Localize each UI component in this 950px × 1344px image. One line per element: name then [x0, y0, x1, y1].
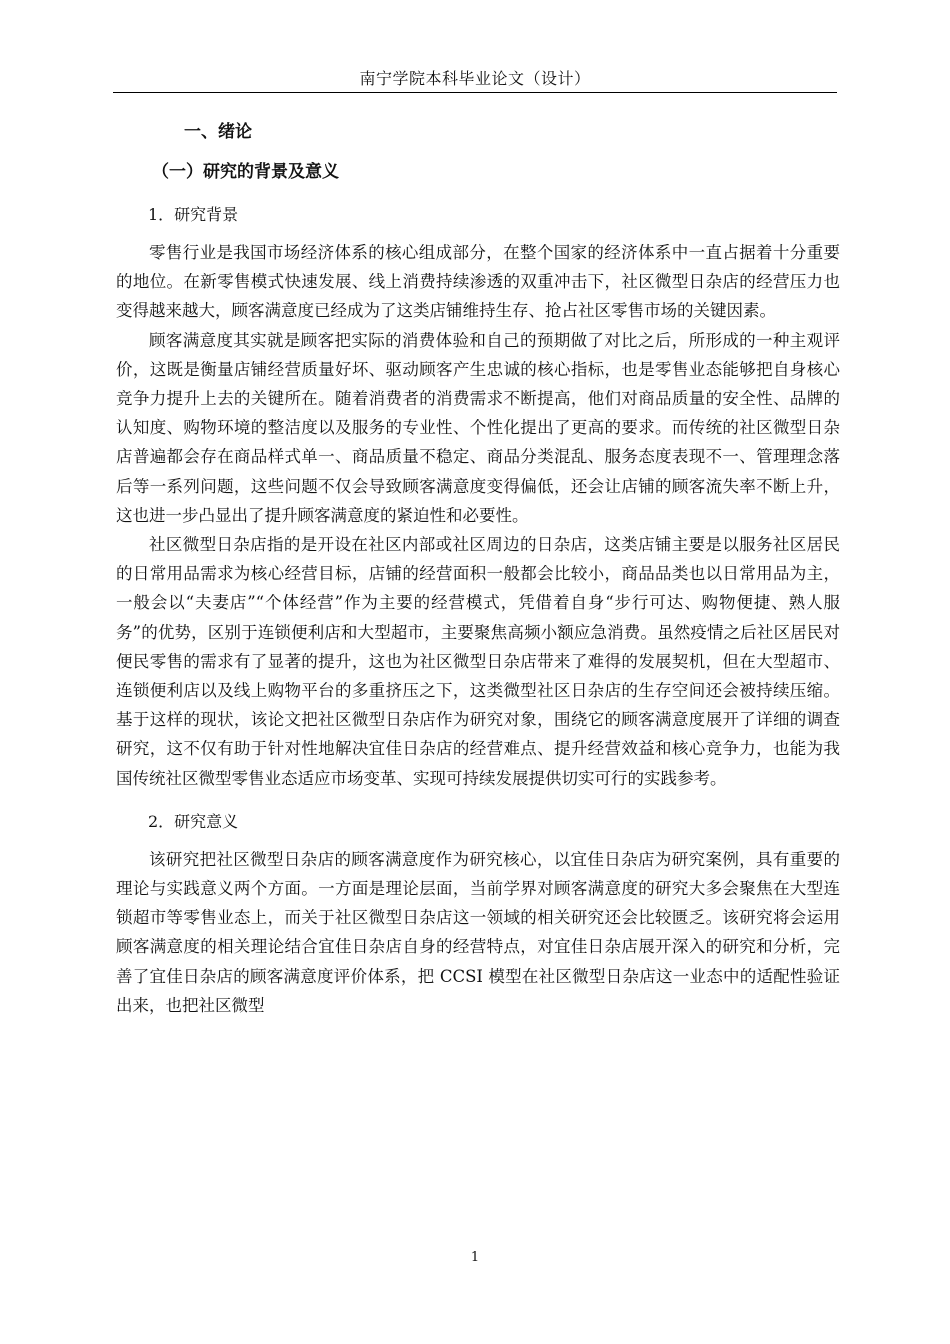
page-header-title: 南宁学院本科毕业论文（设计） — [359, 69, 591, 88]
page-number: 1 — [470, 1250, 480, 1265]
document-body — [116, 112, 840, 1020]
subsection-heading-significance: 2．研究意义 — [148, 811, 239, 831]
chapter-heading: 一、绪论 — [184, 122, 252, 142]
paragraph: 零售行业是我国市场经济体系的核心组成部分，在整个国家的经济体系中一直占据着十分重要的地位。在新零售模式快速发展、线上消费持续渗透的双重冲击下，社区微型日杂店的经营压力也变得越来越大，顾客满意度已经成为了这类店铺维持生存、抢占社区零售市场的关键因素。 — [116, 243, 840, 321]
header-divider — [113, 92, 837, 93]
paragraph: 社区微型日杂店指的是开设在社区内部或社区周边的日杂店，这类店铺主要是以服务社区居民的日常用品需求为核心经营目标，店铺的经营面积一般都会比较小，商品品类也以日常用品为主，一般会以“夫妻店”“个体经营”作为主要的经营模式，凭借着自身“步行可达、购物便捷、熟人服务”的优势，区别于连锁便利店和大型超市，主要聚焦高频小额应急消费。虽然疫情之后社区居民对便民零售的需求有了显著的提升，这也为社区微型日杂店带来了难得的发展契机，但在大型超市、连锁便利店以及线上购物平台的多重挤压之下，这类微型社区日杂店的生存空间还会被持续压缩。基于这样的现状，该论文把社区微型日杂店作为研究对象，围绕它的顾客满意度展开了详细的调查研究，这不仅有助于针对性地解决宜佳日杂店的经营难点、提升经营效益和核心竞争力，也能为我国传统社区微型零售业态适应市场变革、实现可持续发展提供切实可行的实践参考。 — [116, 535, 840, 788]
paragraph: 顾客满意度其实就是顾客把实际的消费体验和自己的预期做了对比之后，所形成的一种主观评价，这既是衡量店铺经营质量好坏、驱动顾客产生忠诚的核心指标，也是零售业态能够把自身核心竞争力提升上去的关键所在。随着消费者的消费需求不断提高，他们对商品质量的安全性、品牌的认知度、购物环境的整洁度以及服务的专业性、个性化提出了更高的要求。而传统的社区微型日杂店普遍都会存在商品样式单一、商品质量不稳定、商品分类混乱、服务态度表现不一、管理理念落后等一系列问题，这些问题不仅会导致顾客满意度变得偏低，还会让店铺的顾客流失率不断上升，这也进一步凸显出了提升顾客满意度的紧迫性和必要性。 — [116, 330, 840, 525]
section-heading: （一）研究的背景及意义 — [152, 162, 339, 182]
paragraph: 该研究把社区微型日杂店的顾客满意度作为研究核心，以宜佳日杂店为研究案例，具有重要的理论与实践意义两个方面。一方面是理论层面，当前学界对顾客满意度的研究大多会聚焦在大型连锁超市等零售业态上，而关于社区微型日杂店这一领域的相关研究还会比较匮乏。该研究将会运用顾客满意度的相关理论结合宜佳日杂店自身的经营特点，对宜佳日杂店展开深入的研究和分析，完善了宜佳日杂店的顾客满意度评价体系，把 CCSI 模型在社区微型日杂店这一业态中的适配性验证出来，也把社区微型 — [116, 849, 840, 1015]
subsection-heading-background: 1．研究背景 — [148, 205, 239, 224]
